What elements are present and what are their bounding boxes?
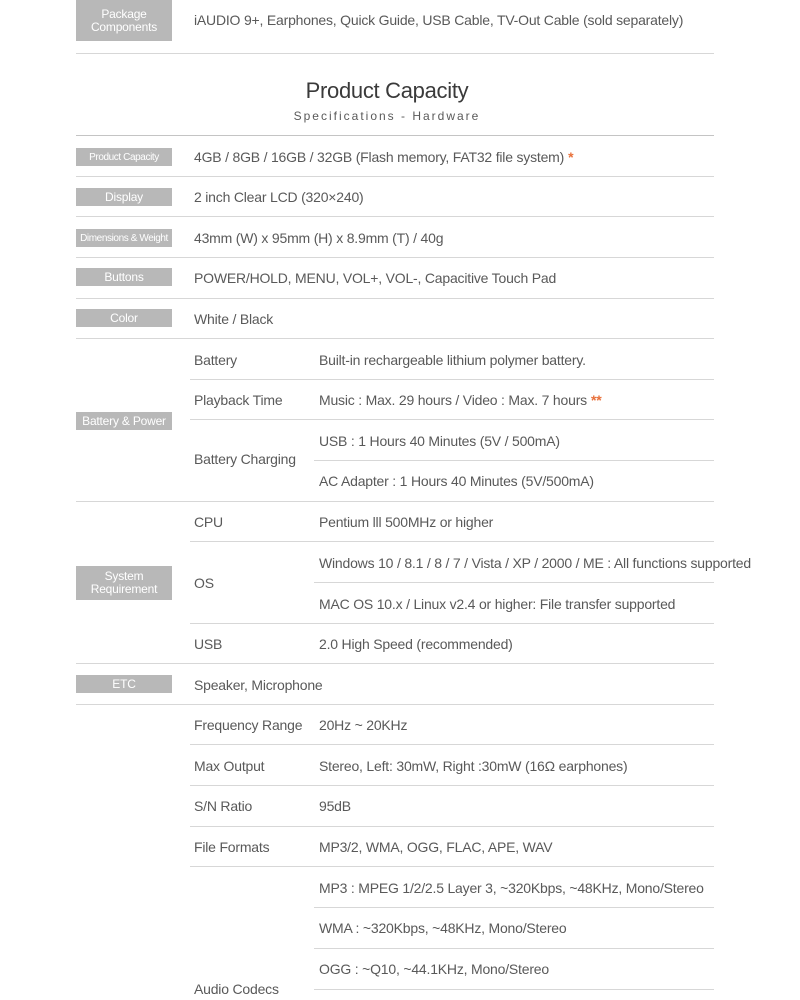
footnote-star: * bbox=[568, 149, 574, 165]
os-name: OS bbox=[194, 575, 214, 591]
codec-ogg-value: OGG : ~Q10, ~44.1KHz, Mono/Stereo bbox=[319, 961, 549, 977]
divider bbox=[190, 785, 714, 786]
max-output-name: Max Output bbox=[194, 758, 265, 774]
divider bbox=[76, 298, 714, 299]
battery-charging-name: Battery Charging bbox=[194, 451, 296, 467]
divider bbox=[190, 419, 714, 420]
frequency-range-name: Frequency Range bbox=[194, 717, 303, 733]
divider bbox=[314, 948, 714, 949]
sn-ratio-name: S/N Ratio bbox=[194, 798, 253, 814]
label-color: Color bbox=[76, 309, 172, 327]
charging-ac-value: AC Adapter : 1 Hours 40 Minutes (5V/500mA) bbox=[319, 473, 594, 489]
divider bbox=[314, 460, 714, 461]
section-subtitle: Specifications - Hardware bbox=[293, 109, 481, 123]
max-output-value: Stereo, Left: 30mW, Right :30mW (16Ω earphones) bbox=[319, 758, 628, 774]
divider bbox=[76, 663, 714, 664]
color-value: White / Black bbox=[194, 311, 274, 327]
frequency-range-value: 20Hz ~ 20KHz bbox=[319, 717, 408, 733]
divider bbox=[76, 704, 714, 705]
playback-time-text: Music : Max. 29 hours / Video : Max. 7 hours bbox=[319, 392, 587, 408]
dimensions-weight-value: 43mm (W) x 95mm (H) x 8.9mm (T) / 40g bbox=[194, 230, 444, 246]
audio-codecs-name: Audio Codecs bbox=[194, 981, 279, 997]
buttons-value: POWER/HOLD, MENU, VOL+, VOL-, Capacitive Touch Pad bbox=[194, 270, 557, 286]
cpu-name: CPU bbox=[194, 514, 223, 530]
divider bbox=[76, 53, 714, 54]
divider bbox=[76, 135, 714, 136]
product-capacity-text: 4GB / 8GB / 16GB / 32GB (Flash memory, FAT32 file system) bbox=[194, 149, 565, 165]
cpu-value: Pentium lll 500MHz or higher bbox=[319, 514, 494, 530]
divider bbox=[190, 866, 714, 867]
label-battery-power: Battery & Power bbox=[76, 412, 172, 430]
divider bbox=[76, 216, 714, 217]
footnote-star: ** bbox=[590, 392, 602, 408]
label-dimensions-weight: Dimensions & Weight bbox=[76, 229, 172, 247]
label-product-capacity: Product Capacity bbox=[76, 148, 172, 166]
label-display: Display bbox=[76, 188, 172, 206]
divider bbox=[76, 501, 714, 502]
codec-wma-value: WMA : ~320Kbps, ~48KHz, Mono/Stereo bbox=[319, 920, 567, 936]
divider bbox=[190, 541, 714, 542]
codec-mp3-value: MP3 : MPEG 1/2/2.5 Layer 3, ~320Kbps, ~48KHz, Mono/Stereo bbox=[319, 880, 704, 896]
display-value: 2 inch Clear LCD (320×240) bbox=[194, 189, 364, 205]
label-system-requirement: System Requirement bbox=[76, 566, 172, 600]
usb-name: USB bbox=[194, 636, 223, 652]
label-package-components: Package Components bbox=[76, 0, 172, 41]
divider bbox=[190, 379, 714, 380]
etc-value: Speaker, Microphone bbox=[194, 677, 323, 693]
divider bbox=[190, 826, 714, 827]
playback-time-name: Playback Time bbox=[194, 392, 283, 408]
usb-value: 2.0 High Speed (recommended) bbox=[319, 636, 513, 652]
product-capacity-value bbox=[194, 149, 573, 165]
divider bbox=[190, 623, 714, 624]
file-formats-name: File Formats bbox=[194, 839, 270, 855]
divider bbox=[76, 338, 714, 339]
battery-name: Battery bbox=[194, 352, 237, 368]
divider bbox=[76, 176, 714, 177]
label-buttons: Buttons bbox=[76, 268, 172, 286]
label-etc: ETC bbox=[76, 675, 172, 693]
divider bbox=[314, 582, 714, 583]
divider bbox=[314, 989, 714, 990]
sn-ratio-value: 95dB bbox=[319, 798, 351, 814]
playback-time-value bbox=[319, 392, 601, 408]
os-windows-value: Windows 10 / 8.1 / 8 / 7 / Vista / XP / 2000 / ME : All functions supported bbox=[319, 555, 751, 571]
package-components-value: iAUDIO 9+, Earphones, Quick Guide, USB Cable, TV-Out Cable (sold separately) bbox=[194, 12, 684, 28]
divider bbox=[76, 257, 714, 258]
battery-value: Built-in rechargeable lithium polymer battery. bbox=[319, 352, 586, 368]
os-mac-value: MAC OS 10.x / Linux v2.4 or higher: File transfer supported bbox=[319, 596, 676, 612]
divider bbox=[190, 744, 714, 745]
section-title: Product Capacity bbox=[305, 78, 469, 103]
charging-usb-value: USB : 1 Hours 40 Minutes (5V / 500mA) bbox=[319, 433, 560, 449]
divider bbox=[314, 907, 714, 908]
file-formats-value: MP3/2, WMA, OGG, FLAC, APE, WAV bbox=[319, 839, 553, 855]
